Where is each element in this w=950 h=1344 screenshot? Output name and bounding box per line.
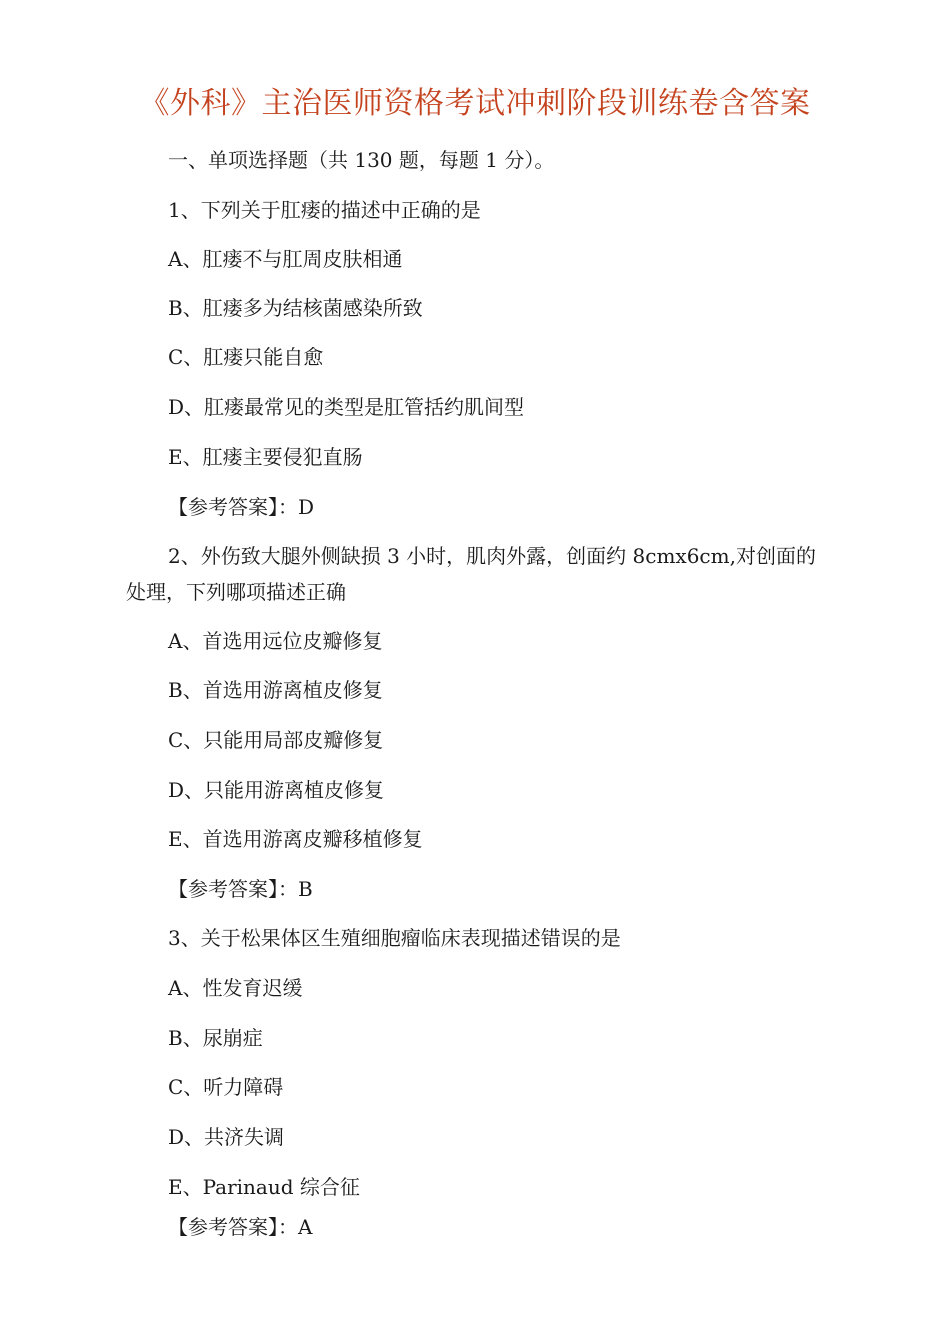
option-a: A、肛瘘不与肛周皮肤相通 [168, 247, 403, 271]
option-a: A、性发育迟缓 [168, 976, 303, 1000]
reference-answer: 【参考答案】：D [168, 495, 315, 519]
section-heading: 一、单项选择题（共 130 题，每题 1 分）。 [168, 148, 555, 172]
question-stem: 1、下列关于肛瘘的描述中正确的是 [168, 198, 481, 222]
question-stem: 3、关于松果体区生殖细胞瘤临床表现描述错误的是 [168, 926, 621, 950]
option-b: B、尿崩症 [168, 1026, 263, 1050]
question-stem: 2、外伤致大腿外侧缺损 3 小时，肌肉外露，创面约 8cmx6cm,对创面的 [168, 544, 816, 568]
option-b: B、首选用游离植皮修复 [168, 678, 383, 702]
option-d: D、肛瘘最常见的类型是肛管括约肌间型 [168, 395, 525, 419]
option-e: E、肛瘘主要侵犯直肠 [168, 445, 363, 469]
reference-answer: 【参考答案】：A [168, 1215, 313, 1239]
option-e: E、Parinaud 综合征 [168, 1175, 360, 1199]
option-c: C、听力障碍 [168, 1075, 284, 1099]
option-c: C、只能用局部皮瓣修复 [168, 728, 384, 752]
reference-answer: 【参考答案】：B [168, 877, 313, 901]
option-b: B、肛瘘多为结核菌感染所致 [168, 296, 423, 320]
option-d: D、只能用游离植皮修复 [168, 778, 385, 802]
question-stem-continued: 处理，下列哪项描述正确 [126, 580, 346, 604]
option-d: D、共济失调 [168, 1125, 285, 1149]
document-title: 《外科》主治医师资格考试冲刺阶段训练卷含答案 [139, 86, 811, 121]
option-e: E、首选用游离皮瓣移植修复 [168, 827, 423, 851]
option-c: C、肛瘘只能自愈 [168, 345, 324, 369]
option-a: A、首选用远位皮瓣修复 [168, 629, 383, 653]
